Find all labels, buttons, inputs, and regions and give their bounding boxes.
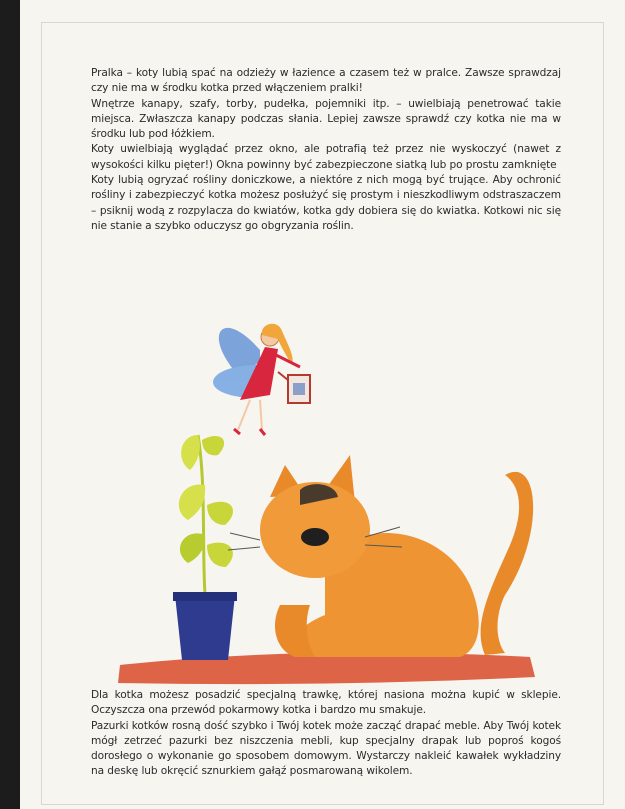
paragraph-washing-machine: Pralka – koty lubią spać na odzieży w łazience a czasem też w pralce. Zawsze sprawdzaj czy nie ma w środku kotka przed włączeniem pralki! (91, 67, 561, 95)
watering-can (278, 372, 310, 403)
orange-cat (228, 455, 533, 657)
paragraph-furniture: Wnętrze kanapy, szafy, torby, pudełka, pojemniki itp. – uwielbiają penetrować takie miejsca. Zwłaszcza kanapy podczas słania. Lepiej zawsze sprawdź czy kotka nie ma w środku lub pod łóżkiem. (91, 97, 561, 141)
floor-shadow (118, 653, 535, 685)
paragraph-houseplants: Koty lubią ogryzać rośliny doniczkowe, a niektóre z nich mogą być trujące. Aby ochronić rośliny i zabezpieczyć kotka możesz posłużyć się prostym i nieszkodliwym odstraszaczem – psiknij wodą z rozpylacza do kwiatów, kotka gdy dobiera się do kwiatka. Kotkowi nic się nie stanie a szybko oduczysz go obgryzania roślin. (91, 174, 561, 232)
bottom-text-block (91, 688, 561, 780)
paragraph-cat-grass: Dla kotka możesz posadzić specjalną trawkę, której nasiona można kupić w sklepie. Oczyszcza ona przewód pokarmowy kotka i bardzo mu smakuje. (91, 689, 561, 717)
paragraph-window: Koty uwielbiają wyglądać przez okno, ale potrafią też przez nie wyskoczyć (nawet z wysokości kilku pięter!) Okna powinny być zabezpieczone siatką lub po prostu zamknięte (91, 143, 561, 171)
paragraph-scratching-post: Pazurki kotków rosną dość szybko i Twój kotek może zacząć drapać meble. Aby Twój kotek mógł zetrzeć pazurki bez niszczenia mebli, kup specjalny drapak lub poproś kogoś dorosłego o wykonanie go sposobem domowym. Wystarczy nakleić kawałek wykładziny na deskę lub okręcić sznurkiem gałąź posmarowaną wikolem. (91, 719, 561, 778)
top-text-block (91, 66, 561, 234)
book-spine-edge (0, 0, 20, 809)
fairy-cat-plant-illustration (110, 305, 550, 690)
potted-plant (173, 435, 237, 660)
